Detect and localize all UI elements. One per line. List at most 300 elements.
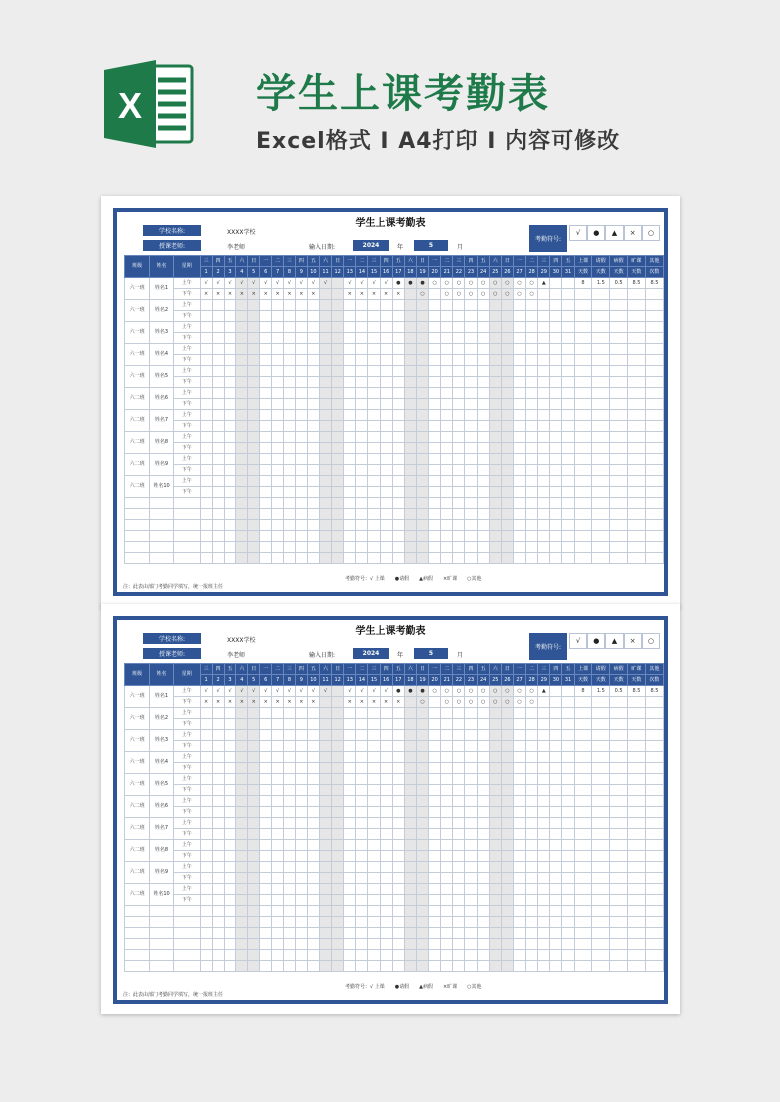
empty-cell[interactable] (125, 520, 150, 531)
attendance-cell[interactable] (429, 289, 441, 300)
attendance-cell[interactable] (332, 708, 344, 719)
empty-cell[interactable] (295, 520, 307, 531)
attendance-cell[interactable] (295, 763, 307, 774)
attendance-cell[interactable] (332, 774, 344, 785)
empty-cell[interactable] (592, 906, 610, 917)
attendance-cell[interactable] (332, 752, 344, 763)
attendance-cell[interactable] (248, 410, 260, 421)
empty-cell[interactable] (150, 520, 174, 531)
attendance-cell[interactable] (538, 322, 550, 333)
attendance-cell[interactable] (550, 410, 562, 421)
attendance-cell[interactable] (416, 322, 428, 333)
attendance-cell[interactable] (368, 884, 380, 895)
school-value[interactable]: XXXX学校 (227, 637, 256, 644)
attendance-cell[interactable] (453, 752, 465, 763)
empty-cell[interactable] (574, 928, 592, 939)
empty-cell[interactable] (610, 520, 628, 531)
attendance-cell[interactable] (344, 840, 356, 851)
attendance-cell[interactable] (380, 443, 392, 454)
month-value[interactable]: 5 (414, 240, 448, 251)
attendance-cell[interactable] (295, 476, 307, 487)
attendance-cell[interactable]: √ (344, 686, 356, 697)
empty-cell[interactable] (513, 928, 525, 939)
attendance-cell[interactable] (307, 873, 319, 884)
empty-cell[interactable] (465, 520, 477, 531)
empty-cell[interactable] (368, 939, 380, 950)
attendance-cell[interactable] (404, 465, 416, 476)
attendance-cell[interactable] (332, 421, 344, 432)
attendance-cell[interactable] (538, 454, 550, 465)
empty-cell[interactable] (173, 939, 200, 950)
attendance-cell[interactable] (368, 829, 380, 840)
empty-cell[interactable] (574, 917, 592, 928)
attendance-cell[interactable]: √ (248, 686, 260, 697)
attendance-cell[interactable] (489, 410, 501, 421)
attendance-cell[interactable] (562, 289, 574, 300)
attendance-cell[interactable] (212, 719, 224, 730)
attendance-cell[interactable] (344, 487, 356, 498)
empty-cell[interactable] (392, 906, 404, 917)
empty-cell[interactable] (429, 917, 441, 928)
empty-cell[interactable] (465, 509, 477, 520)
attendance-cell[interactable] (260, 840, 272, 851)
attendance-cell[interactable] (416, 311, 428, 322)
attendance-cell[interactable] (429, 432, 441, 443)
attendance-cell[interactable] (562, 322, 574, 333)
attendance-cell[interactable] (236, 763, 248, 774)
empty-cell[interactable] (212, 906, 224, 917)
attendance-cell[interactable] (212, 465, 224, 476)
attendance-cell[interactable] (465, 851, 477, 862)
attendance-cell[interactable]: √ (236, 278, 248, 289)
empty-cell[interactable] (550, 906, 562, 917)
attendance-cell[interactable] (441, 818, 453, 829)
attendance-cell[interactable] (501, 333, 513, 344)
student-class[interactable]: 六二班 (125, 862, 150, 884)
attendance-cell[interactable] (429, 796, 441, 807)
attendance-cell[interactable] (284, 851, 296, 862)
attendance-cell[interactable] (501, 873, 513, 884)
attendance-cell[interactable] (441, 465, 453, 476)
student-class[interactable]: 六一班 (125, 366, 150, 388)
attendance-cell[interactable] (344, 300, 356, 311)
attendance-cell[interactable] (344, 708, 356, 719)
empty-cell[interactable] (307, 906, 319, 917)
attendance-cell[interactable] (392, 388, 404, 399)
attendance-cell[interactable] (380, 355, 392, 366)
attendance-cell[interactable]: ○ (453, 278, 465, 289)
empty-cell[interactable] (538, 509, 550, 520)
empty-cell[interactable] (284, 939, 296, 950)
attendance-cell[interactable] (538, 895, 550, 906)
attendance-cell[interactable] (465, 355, 477, 366)
empty-cell[interactable] (319, 928, 331, 939)
empty-cell[interactable] (200, 553, 212, 564)
attendance-cell[interactable]: ○ (489, 697, 501, 708)
attendance-cell[interactable] (332, 895, 344, 906)
empty-cell[interactable] (592, 520, 610, 531)
attendance-cell[interactable]: × (236, 289, 248, 300)
attendance-cell[interactable] (429, 851, 441, 862)
attendance-cell[interactable] (248, 344, 260, 355)
attendance-cell[interactable] (368, 465, 380, 476)
attendance-cell[interactable] (272, 752, 284, 763)
attendance-cell[interactable] (477, 829, 489, 840)
attendance-cell[interactable] (404, 487, 416, 498)
attendance-cell[interactable] (332, 322, 344, 333)
attendance-cell[interactable] (477, 752, 489, 763)
empty-cell[interactable] (224, 906, 236, 917)
empty-cell[interactable] (562, 531, 574, 542)
attendance-cell[interactable] (392, 785, 404, 796)
attendance-cell[interactable] (477, 818, 489, 829)
attendance-cell[interactable] (236, 895, 248, 906)
attendance-cell[interactable] (550, 719, 562, 730)
attendance-cell[interactable] (236, 862, 248, 873)
attendance-cell[interactable] (212, 752, 224, 763)
attendance-cell[interactable] (200, 311, 212, 322)
attendance-cell[interactable] (429, 862, 441, 873)
attendance-cell[interactable] (295, 443, 307, 454)
attendance-cell[interactable] (307, 366, 319, 377)
attendance-cell[interactable] (260, 785, 272, 796)
attendance-cell[interactable] (477, 719, 489, 730)
attendance-cell[interactable] (284, 300, 296, 311)
attendance-cell[interactable] (416, 454, 428, 465)
attendance-cell[interactable] (550, 377, 562, 388)
attendance-cell[interactable] (429, 697, 441, 708)
attendance-cell[interactable]: √ (284, 278, 296, 289)
empty-cell[interactable] (260, 928, 272, 939)
attendance-cell[interactable] (272, 730, 284, 741)
student-name[interactable]: 姓名1 (150, 278, 174, 300)
attendance-cell[interactable] (441, 884, 453, 895)
attendance-cell[interactable] (224, 344, 236, 355)
attendance-cell[interactable] (562, 366, 574, 377)
attendance-cell[interactable] (260, 796, 272, 807)
empty-cell[interactable] (562, 553, 574, 564)
empty-cell[interactable] (592, 939, 610, 950)
empty-cell[interactable] (248, 553, 260, 564)
empty-cell[interactable] (526, 950, 538, 961)
attendance-cell[interactable] (441, 487, 453, 498)
attendance-cell[interactable] (356, 465, 368, 476)
empty-cell[interactable] (404, 542, 416, 553)
empty-cell[interactable] (272, 917, 284, 928)
attendance-cell[interactable] (429, 818, 441, 829)
attendance-cell[interactable] (392, 884, 404, 895)
empty-cell[interactable] (272, 950, 284, 961)
attendance-cell[interactable] (380, 333, 392, 344)
attendance-cell[interactable]: ○ (513, 697, 525, 708)
attendance-cell[interactable] (416, 752, 428, 763)
attendance-cell[interactable] (477, 333, 489, 344)
attendance-cell[interactable] (416, 443, 428, 454)
empty-cell[interactable] (441, 917, 453, 928)
empty-cell[interactable] (260, 906, 272, 917)
attendance-cell[interactable] (513, 333, 525, 344)
attendance-cell[interactable] (356, 741, 368, 752)
attendance-cell[interactable] (248, 840, 260, 851)
empty-cell[interactable] (173, 917, 200, 928)
attendance-cell[interactable] (429, 355, 441, 366)
attendance-cell[interactable] (404, 807, 416, 818)
attendance-cell[interactable] (248, 829, 260, 840)
attendance-cell[interactable] (212, 421, 224, 432)
empty-cell[interactable] (441, 939, 453, 950)
empty-cell[interactable] (429, 520, 441, 531)
attendance-cell[interactable] (319, 873, 331, 884)
attendance-cell[interactable] (319, 355, 331, 366)
empty-cell[interactable] (441, 928, 453, 939)
empty-cell[interactable] (441, 553, 453, 564)
attendance-cell[interactable] (477, 443, 489, 454)
attendance-cell[interactable] (295, 399, 307, 410)
attendance-cell[interactable] (200, 399, 212, 410)
student-name[interactable]: 姓名10 (150, 476, 174, 498)
attendance-cell[interactable] (441, 785, 453, 796)
empty-cell[interactable] (465, 553, 477, 564)
empty-cell[interactable] (526, 542, 538, 553)
student-name[interactable]: 姓名6 (150, 796, 174, 818)
attendance-cell[interactable] (319, 443, 331, 454)
attendance-cell[interactable] (307, 719, 319, 730)
empty-cell[interactable] (248, 509, 260, 520)
attendance-cell[interactable] (429, 366, 441, 377)
attendance-cell[interactable] (550, 388, 562, 399)
attendance-cell[interactable] (416, 377, 428, 388)
attendance-cell[interactable] (236, 311, 248, 322)
attendance-cell[interactable] (392, 708, 404, 719)
attendance-cell[interactable] (416, 355, 428, 366)
attendance-cell[interactable] (550, 829, 562, 840)
attendance-cell[interactable] (284, 399, 296, 410)
attendance-cell[interactable] (501, 862, 513, 873)
attendance-cell[interactable]: ○ (453, 289, 465, 300)
attendance-cell[interactable] (477, 884, 489, 895)
attendance-cell[interactable] (404, 454, 416, 465)
empty-cell[interactable] (212, 542, 224, 553)
attendance-cell[interactable] (356, 752, 368, 763)
empty-cell[interactable] (344, 553, 356, 564)
attendance-cell[interactable] (453, 730, 465, 741)
attendance-cell[interactable]: × (344, 697, 356, 708)
attendance-cell[interactable] (368, 443, 380, 454)
empty-cell[interactable] (465, 531, 477, 542)
attendance-cell[interactable]: × (392, 289, 404, 300)
attendance-cell[interactable] (344, 465, 356, 476)
attendance-cell[interactable] (200, 377, 212, 388)
attendance-cell[interactable] (404, 785, 416, 796)
attendance-cell[interactable] (284, 895, 296, 906)
empty-cell[interactable] (592, 498, 610, 509)
attendance-cell[interactable] (477, 377, 489, 388)
attendance-cell[interactable] (429, 730, 441, 741)
attendance-cell[interactable] (272, 476, 284, 487)
attendance-cell[interactable] (368, 796, 380, 807)
empty-cell[interactable] (248, 928, 260, 939)
empty-cell[interactable] (550, 950, 562, 961)
empty-cell[interactable] (224, 509, 236, 520)
attendance-cell[interactable] (404, 851, 416, 862)
empty-cell[interactable] (200, 520, 212, 531)
attendance-cell[interactable] (526, 388, 538, 399)
empty-cell[interactable] (368, 950, 380, 961)
empty-cell[interactable] (453, 961, 465, 972)
attendance-cell[interactable] (501, 300, 513, 311)
empty-cell[interactable] (501, 961, 513, 972)
empty-cell[interactable] (307, 553, 319, 564)
attendance-cell[interactable] (550, 785, 562, 796)
empty-cell[interactable] (592, 542, 610, 553)
empty-cell[interactable] (356, 906, 368, 917)
empty-cell[interactable] (248, 542, 260, 553)
attendance-cell[interactable] (344, 322, 356, 333)
empty-cell[interactable] (441, 498, 453, 509)
empty-cell[interactable] (212, 531, 224, 542)
attendance-cell[interactable] (392, 366, 404, 377)
empty-cell[interactable] (477, 939, 489, 950)
attendance-cell[interactable] (307, 410, 319, 421)
attendance-cell[interactable] (392, 454, 404, 465)
attendance-cell[interactable] (319, 366, 331, 377)
attendance-cell[interactable] (550, 774, 562, 785)
empty-cell[interactable] (610, 906, 628, 917)
attendance-cell[interactable] (356, 388, 368, 399)
attendance-cell[interactable] (332, 686, 344, 697)
attendance-cell[interactable] (550, 752, 562, 763)
empty-cell[interactable] (284, 553, 296, 564)
attendance-cell[interactable] (380, 763, 392, 774)
empty-cell[interactable] (224, 531, 236, 542)
empty-cell[interactable] (392, 939, 404, 950)
attendance-cell[interactable] (284, 708, 296, 719)
attendance-cell[interactable] (344, 333, 356, 344)
attendance-cell[interactable] (404, 741, 416, 752)
attendance-cell[interactable] (212, 763, 224, 774)
attendance-cell[interactable] (538, 487, 550, 498)
attendance-cell[interactable] (248, 476, 260, 487)
empty-cell[interactable] (501, 509, 513, 520)
attendance-cell[interactable] (272, 741, 284, 752)
empty-cell[interactable] (645, 928, 663, 939)
attendance-cell[interactable] (392, 399, 404, 410)
attendance-cell[interactable] (307, 708, 319, 719)
attendance-cell[interactable] (453, 829, 465, 840)
attendance-cell[interactable] (236, 377, 248, 388)
empty-cell[interactable] (260, 917, 272, 928)
empty-cell[interactable] (477, 928, 489, 939)
empty-cell[interactable] (645, 520, 663, 531)
attendance-cell[interactable] (236, 785, 248, 796)
empty-cell[interactable] (344, 509, 356, 520)
attendance-cell[interactable]: × (368, 697, 380, 708)
attendance-cell[interactable] (319, 388, 331, 399)
empty-cell[interactable] (538, 961, 550, 972)
empty-cell[interactable] (538, 917, 550, 928)
empty-cell[interactable] (416, 509, 428, 520)
attendance-cell[interactable] (319, 344, 331, 355)
empty-cell[interactable] (526, 928, 538, 939)
attendance-cell[interactable] (368, 300, 380, 311)
attendance-cell[interactable] (200, 443, 212, 454)
attendance-cell[interactable] (562, 388, 574, 399)
empty-cell[interactable] (592, 509, 610, 520)
attendance-cell[interactable] (356, 785, 368, 796)
attendance-cell[interactable] (295, 708, 307, 719)
attendance-cell[interactable] (272, 785, 284, 796)
attendance-cell[interactable] (501, 796, 513, 807)
attendance-cell[interactable] (368, 895, 380, 906)
empty-cell[interactable] (592, 961, 610, 972)
attendance-cell[interactable] (538, 774, 550, 785)
attendance-cell[interactable] (236, 344, 248, 355)
attendance-cell[interactable]: × (392, 697, 404, 708)
attendance-cell[interactable] (526, 884, 538, 895)
attendance-cell[interactable] (477, 785, 489, 796)
attendance-cell[interactable] (319, 476, 331, 487)
attendance-cell[interactable] (200, 454, 212, 465)
attendance-cell[interactable] (489, 333, 501, 344)
student-class[interactable]: 六二班 (125, 884, 150, 906)
attendance-cell[interactable] (489, 884, 501, 895)
attendance-cell[interactable] (212, 454, 224, 465)
empty-cell[interactable] (307, 950, 319, 961)
attendance-cell[interactable] (501, 730, 513, 741)
attendance-cell[interactable] (489, 311, 501, 322)
empty-cell[interactable] (307, 520, 319, 531)
empty-cell[interactable] (344, 961, 356, 972)
student-class[interactable]: 六二班 (125, 432, 150, 454)
attendance-cell[interactable]: × (368, 289, 380, 300)
attendance-cell[interactable] (368, 763, 380, 774)
empty-cell[interactable] (272, 498, 284, 509)
attendance-cell[interactable] (501, 344, 513, 355)
attendance-cell[interactable]: × (260, 289, 272, 300)
attendance-cell[interactable]: ○ (477, 289, 489, 300)
attendance-cell[interactable]: √ (368, 278, 380, 289)
attendance-cell[interactable] (260, 399, 272, 410)
attendance-cell[interactable] (392, 774, 404, 785)
attendance-cell[interactable] (550, 476, 562, 487)
attendance-cell[interactable] (224, 454, 236, 465)
attendance-cell[interactable] (526, 708, 538, 719)
empty-cell[interactable] (248, 961, 260, 972)
attendance-cell[interactable] (212, 873, 224, 884)
attendance-cell[interactable] (368, 840, 380, 851)
attendance-cell[interactable] (248, 763, 260, 774)
empty-cell[interactable] (610, 939, 628, 950)
attendance-cell[interactable] (441, 862, 453, 873)
attendance-cell[interactable] (319, 465, 331, 476)
attendance-cell[interactable] (392, 443, 404, 454)
attendance-cell[interactable] (224, 873, 236, 884)
attendance-cell[interactable] (526, 366, 538, 377)
attendance-cell[interactable] (526, 322, 538, 333)
empty-cell[interactable] (477, 531, 489, 542)
empty-cell[interactable] (272, 961, 284, 972)
attendance-cell[interactable] (416, 465, 428, 476)
attendance-cell[interactable] (562, 785, 574, 796)
attendance-cell[interactable] (477, 862, 489, 873)
attendance-cell[interactable] (200, 785, 212, 796)
attendance-cell[interactable] (513, 443, 525, 454)
empty-cell[interactable] (284, 950, 296, 961)
attendance-cell[interactable] (453, 785, 465, 796)
attendance-cell[interactable] (562, 443, 574, 454)
attendance-cell[interactable] (501, 476, 513, 487)
attendance-cell[interactable] (550, 311, 562, 322)
